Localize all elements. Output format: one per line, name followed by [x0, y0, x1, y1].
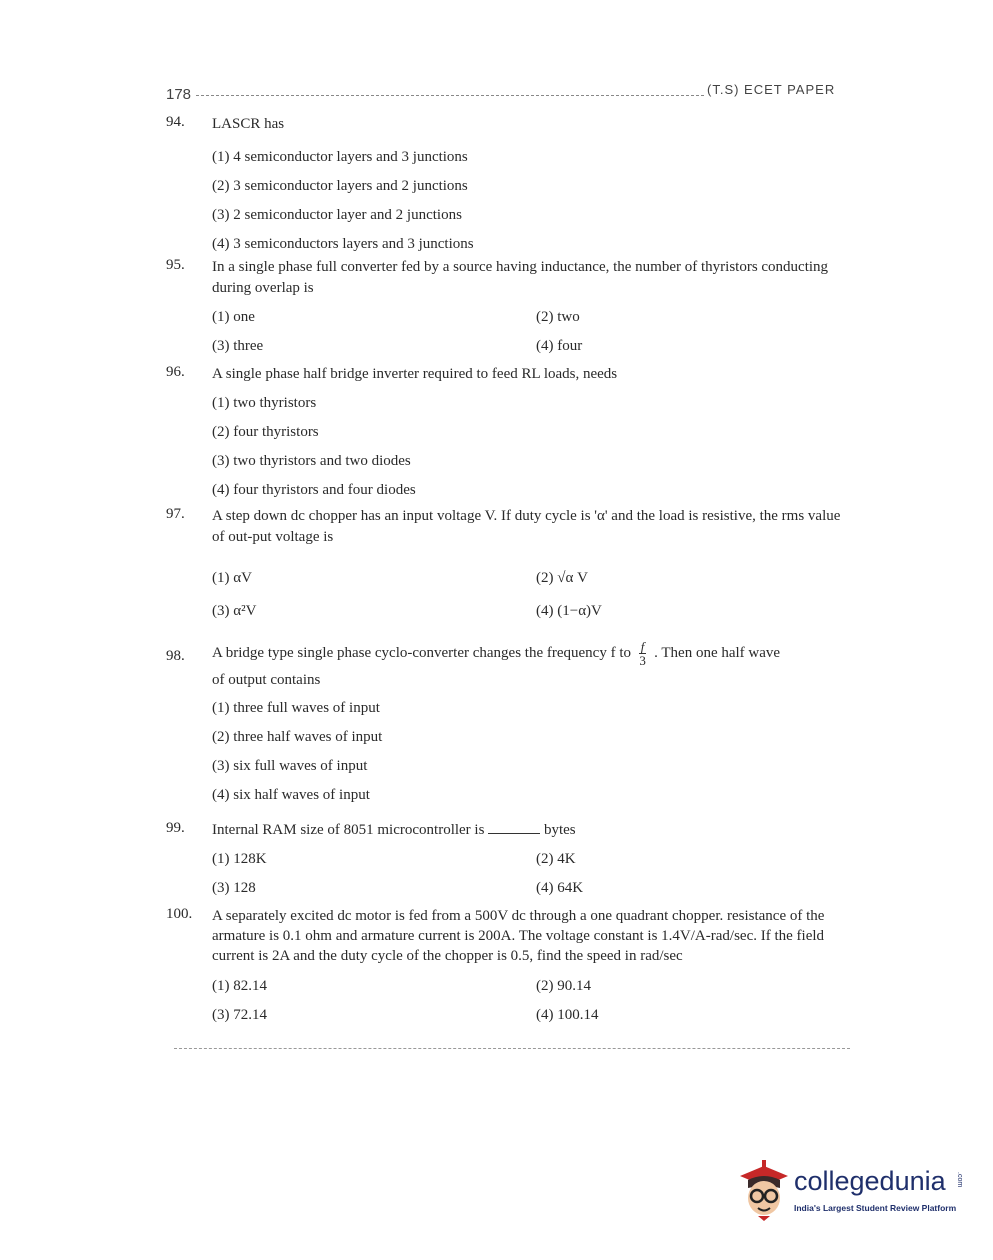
question-text-part: A bridge type single phase cyclo-converter changes the frequency f to	[212, 645, 632, 661]
fraction-denominator: 3	[639, 653, 646, 669]
option: (2) three half waves of input	[212, 729, 383, 745]
question-text	[212, 820, 852, 841]
page-number: 178	[166, 86, 192, 103]
question-95	[166, 257, 852, 361]
question-98	[166, 636, 852, 810]
option: (1) 128K	[212, 851, 267, 867]
question-number: 100.	[166, 906, 193, 922]
option: (3) two thyristors and two diodes	[212, 453, 411, 469]
option: (1) two thyristors	[212, 395, 317, 411]
option: (3) three	[212, 338, 264, 354]
option: (3) 2 semiconductor layer and 2 junctions	[212, 207, 462, 223]
logo-tagline: India's Largest Student Review Platform	[794, 1203, 957, 1213]
fraction-numerator: f	[640, 639, 645, 655]
option: (1) 82.14	[212, 978, 267, 994]
question-100	[166, 906, 852, 1030]
option: (1) αV	[212, 570, 252, 586]
option: (4) six half waves of input	[212, 787, 370, 803]
option: (2) 90.14	[536, 978, 591, 994]
question-96	[166, 364, 852, 505]
logo-com: .com	[956, 1172, 963, 1188]
option: (3) 72.14	[212, 1007, 267, 1023]
question-text: LASCR has	[212, 116, 285, 132]
question-number: 98.	[166, 648, 185, 664]
option: (2) four thyristors	[212, 424, 319, 440]
option: (2) √α V	[536, 570, 588, 586]
question-number: 95.	[166, 257, 185, 273]
question-number: 96.	[166, 364, 185, 380]
option: (3) 128	[212, 880, 256, 896]
student-mascot-icon	[736, 1158, 792, 1222]
option: (1) 4 semiconductor layers and 3 junctions	[212, 149, 468, 165]
option: (4) four	[536, 338, 583, 354]
option: (2) two	[536, 309, 580, 325]
option: (4) 3 semiconductors layers and 3 junctions	[212, 236, 474, 252]
question-97	[166, 506, 852, 626]
option: (2) 3 semiconductor layers and 2 junctions	[212, 178, 468, 194]
option: (1) one	[212, 309, 255, 325]
option: (3) α²V	[212, 603, 257, 619]
question-text-continued: of output contains	[212, 672, 321, 688]
option: (4) 64K	[536, 880, 584, 896]
question-number: 97.	[166, 506, 185, 522]
question-text	[212, 636, 852, 670]
option: (2) 4K	[536, 851, 576, 867]
footer-rule	[174, 1048, 850, 1049]
question-text: A single phase half bridge inverter required to feed RL loads, needs	[212, 366, 618, 382]
option: (4) (1−α)V	[536, 603, 602, 619]
question-text: A step down dc chopper has an input voltage V. If duty cycle is 'α' and the load is resistive, the rms value of out-put voltage is	[212, 508, 841, 545]
option: (3) six full waves of input	[212, 758, 368, 774]
question-text: A separately excited dc motor is fed from a 500V dc through a one quadrant chopper. resistance of the armature is 0.1 ohm and armature current is 200A. The voltage constant is 1.4V/A-rad/sec. If the field current is 2A and the duty cycle of the chopper is 0.5, find the speed in rad/sec	[212, 908, 825, 964]
header-rule	[196, 95, 704, 96]
paper-title: (T.S) ECET PAPER	[707, 82, 836, 97]
question-text: In a single phase full converter fed by a source having inductance, the number of thyristors conducting during overlap is	[212, 259, 829, 296]
question-99	[166, 820, 852, 903]
option: (4) four thyristors and four diodes	[212, 482, 416, 498]
question-text-part: bytes	[543, 822, 576, 838]
question-text-part: Internal RAM size of 8051 microcontroller is	[212, 822, 485, 838]
logo-wordmark: collegedunia	[794, 1166, 946, 1196]
option: (4) 100.14	[536, 1007, 599, 1023]
option: (1) three full waves of input	[212, 700, 380, 716]
fraction	[639, 640, 647, 667]
collegedunia-logo	[736, 1158, 961, 1222]
question-number: 99.	[166, 820, 185, 836]
question-94	[166, 114, 852, 259]
answer-blank	[488, 833, 540, 834]
question-number: 94.	[166, 114, 185, 130]
question-text-part: . Then one half wave	[654, 645, 781, 661]
